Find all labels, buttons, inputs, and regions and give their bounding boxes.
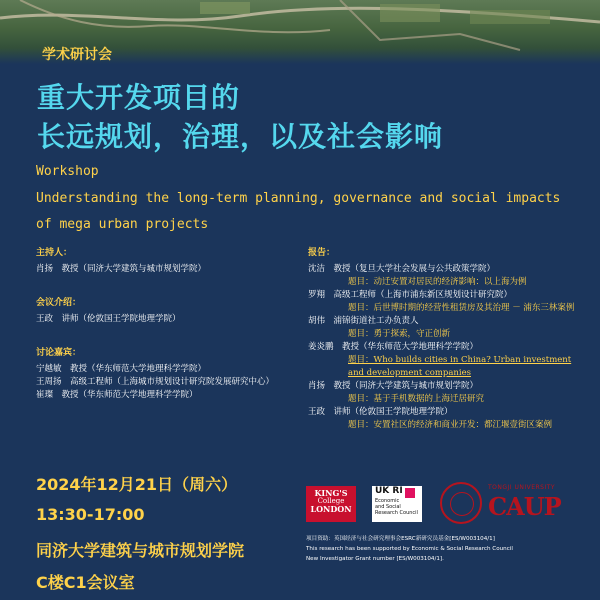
host-section [36, 247, 206, 276]
event-kicker: 学术研讨会 [42, 47, 112, 63]
report-talk: 题目：勇于探索，守正创新 [348, 329, 451, 339]
english-label-workshop: Workshop [36, 164, 99, 179]
report-talk: 题目：后世博时期的经营性租赁房及其治理 － 浦东三林案例 [348, 303, 575, 313]
english-title-line-2: of mega urban projects [36, 217, 209, 232]
event-room: C楼C1会议室 [36, 573, 135, 592]
ukri-line-2: and Social [375, 504, 401, 510]
report-speaker: 胡伟 浦锦街道社工办负责人 [308, 316, 419, 326]
kings-logo-line-2: College [317, 497, 345, 505]
report-speaker: 肖扬 教授（同济大学建筑与城市规划学院） [308, 381, 479, 391]
panel-item: 宁越敏 教授（华东师范大学地理科学学院） [36, 364, 207, 374]
host-item: 肖扬 教授（同济大学建筑与城市规划学院） [36, 264, 207, 274]
report-talk-continued: and development companies [348, 368, 471, 378]
title-line-1: 重大开发项目的 [37, 81, 241, 114]
intro-item: 王政 讲师（伦敦国王学院地理学院） [36, 314, 181, 324]
panel-heading: 讨论嘉宾： [36, 348, 82, 358]
reports-section [308, 247, 574, 432]
report-speaker: 姜炎鹏 教授（华东师范大学地理科学学院） [308, 342, 479, 352]
report-speaker: 罗翔 高级工程师（上海市浦东新区规划设计研究院） [308, 290, 513, 300]
caup-wordmark: CAUP [488, 492, 561, 521]
kings-logo-line-1: KING'S [314, 488, 348, 498]
panel-item: 崔璨 教授（华东师范大学地理科学学院） [36, 390, 198, 400]
funding-line-1: 项目资助：英国经济与社会研究理事会ESRC新研究员基金[ES/W003104/1] [306, 536, 495, 542]
tongji-caup-logo [440, 482, 572, 524]
event-time: 13:30-17:00 [36, 505, 145, 524]
ukri-color-block [405, 488, 415, 498]
report-speaker: 王政 讲师（伦敦国王学院地理学院） [308, 407, 453, 417]
intro-section [36, 297, 181, 326]
funding-line-2: This research has been supported by Economic & Social Research Council [306, 546, 513, 552]
funding-line-3: New Investigator Grant number [ES/W003104/1]. [306, 556, 444, 562]
kings-logo-line-3: LONDON [310, 504, 352, 514]
event-venue: 同济大学建筑与城市规划学院 [36, 541, 245, 560]
report-speaker: 沈洁 教授（复旦大学社会发展与公共政策学院） [308, 264, 496, 274]
intro-heading: 会议介绍： [36, 298, 82, 308]
english-title-line-1: Understanding the long-term planning, governance and social impacts [36, 191, 561, 206]
host-heading: 主持人： [36, 248, 73, 258]
tongji-seal-icon [440, 482, 482, 524]
report-talk: 题目：动迁安置对居民的经济影响：以上海为例 [348, 277, 527, 287]
kings-college-london-logo [306, 486, 356, 522]
report-talk: 题目：基于手机数据的上海迁居研究 [348, 394, 485, 404]
ukri-line-1: Economic [375, 498, 400, 504]
ukri-mark: UK RI [375, 486, 403, 496]
funding-note [306, 534, 513, 564]
panel-section [36, 347, 274, 402]
event-date: 2024年12月21日（周六） [36, 475, 238, 494]
report-talk: 题目：安置社区的经济和商业开发：都江堰壹街区案例 [348, 420, 553, 430]
reports-heading: 报告： [308, 248, 336, 258]
ukri-esrc-logo [372, 486, 422, 522]
title-line-2: 长远规划，治理，以及社会影响 [37, 120, 444, 153]
report-talk: 题目：Who builds cities in China? Urban investment [348, 355, 572, 365]
panel-item: 王周扬 高级工程师（上海城市规划设计研究院发展研究中心） [36, 377, 275, 387]
ukri-line-3: Research Council [375, 510, 418, 516]
caup-university-name: TONGJI UNIVERSITY [488, 484, 556, 491]
